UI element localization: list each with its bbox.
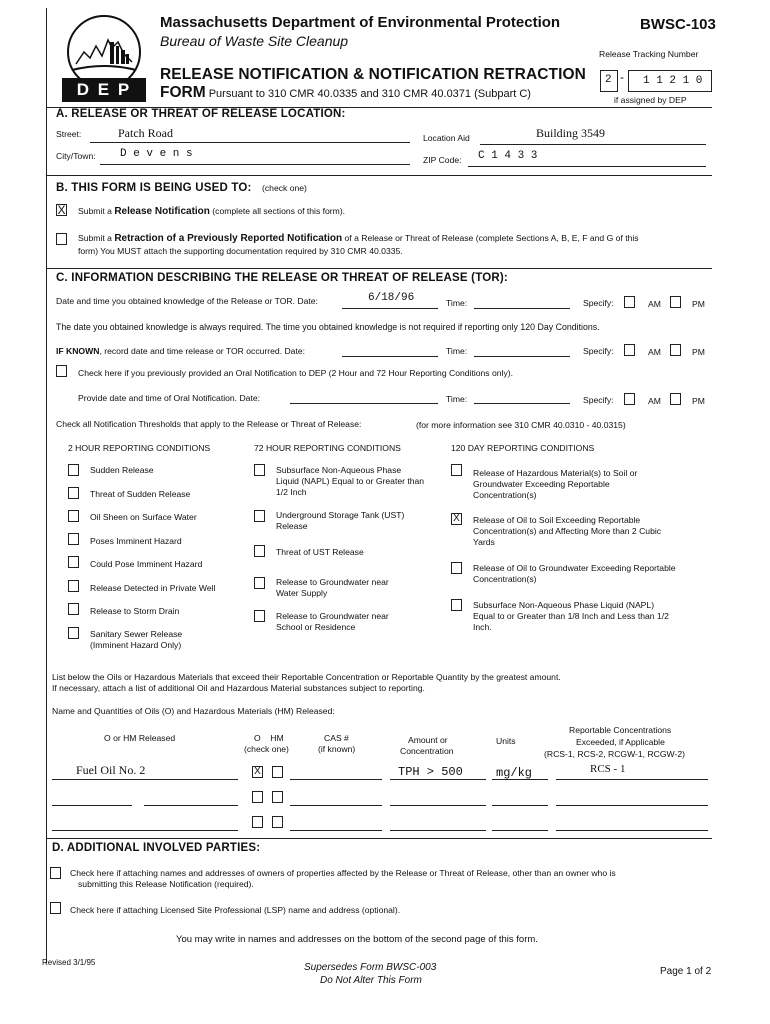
lsp-attach-checkbox[interactable] xyxy=(50,902,61,914)
occurred-date-field[interactable] xyxy=(342,356,438,357)
time-field[interactable] xyxy=(474,308,570,309)
release-notification-option xyxy=(78,206,345,217)
napl-eighth-inch-checkbox[interactable] xyxy=(451,599,462,611)
col3-heading: 120 DAY REPORTING CONDITIONS xyxy=(451,443,595,453)
sudden-release-checkbox[interactable] xyxy=(68,464,79,476)
threshold-label: Release Detected in Private Well xyxy=(90,583,216,593)
bureau-name: Bureau of Waste Site Cleanup xyxy=(160,33,349,49)
time-label: Time: xyxy=(446,394,468,404)
names-label: Name and Quantities of Oils (O) and Hazardous Materials (HM) Released: xyxy=(52,706,335,716)
street-field[interactable] xyxy=(90,142,410,143)
form-subtitle xyxy=(160,84,531,102)
opt2-pre: Submit a xyxy=(78,233,112,243)
city-value: D e v e n s xyxy=(120,148,193,160)
pm-label: PM xyxy=(692,347,705,357)
am-label: AM xyxy=(648,396,661,406)
row1-amount: TPH > 500 xyxy=(398,765,463,779)
hm-checkbox[interactable] xyxy=(272,766,283,778)
am-label: AM xyxy=(648,299,661,309)
tracking-note: if assigned by DEP xyxy=(614,95,687,105)
note-required: The date you obtained knowledge is always required. The time you obtained knowledge is not required if reporting only 120 Day Conditions. xyxy=(56,322,600,332)
hazardous-material-checkbox[interactable] xyxy=(451,464,462,476)
name-field[interactable] xyxy=(52,779,238,780)
o-checkbox[interactable]: X xyxy=(252,766,263,778)
opt1-post: (complete all sections of this form). xyxy=(212,206,346,216)
threshold-label: Sanitary Sewer Release xyxy=(90,629,183,639)
zip-value: C 1 4 3 3 xyxy=(478,150,538,162)
threshold-label: Inch. xyxy=(473,622,492,632)
am-checkbox[interactable] xyxy=(624,296,635,308)
form-subtitle-bold: FORM xyxy=(160,84,206,101)
if-known-bold: IF KNOWN xyxy=(56,346,100,356)
write-in-note: You may write in names and addresses on the bottom of the second page of this form. xyxy=(176,934,538,945)
divider xyxy=(46,175,712,176)
zip-field[interactable] xyxy=(468,166,706,167)
rc-field[interactable] xyxy=(556,830,708,831)
th-ohm-2: (check one) xyxy=(244,744,289,754)
street-value: Patch Road xyxy=(118,126,173,140)
threshold-label: Concentration(s) xyxy=(473,574,537,584)
location-aid-label: Location Aid xyxy=(423,133,470,143)
list-instruction-1: List below the Oils or Hazardous Materials that exceed their Reportable Concentration or Reportable Quantity by the greatest amount. xyxy=(52,672,561,682)
threat-ust-checkbox[interactable] xyxy=(254,545,265,557)
pm-checkbox[interactable] xyxy=(670,344,681,356)
occurred-time-field[interactable] xyxy=(474,356,570,357)
divider xyxy=(46,838,712,839)
o-checkbox[interactable] xyxy=(252,791,263,803)
threshold-label: 1/2 Inch xyxy=(276,487,307,497)
row1-rc: RCS - 1 xyxy=(590,763,626,775)
threshold-label: Release to Groundwater near xyxy=(276,577,389,587)
thresholds-note: (for more information see 310 CMR 40.0310 - 40.0315) xyxy=(416,420,626,430)
pm-checkbox[interactable] xyxy=(670,296,681,308)
th-rc-2: Exceeded, if Applicable xyxy=(576,737,665,747)
opt1-pre: Submit a xyxy=(78,206,112,216)
tracking-dash: - xyxy=(620,70,624,84)
threshold-label: Underground Storage Tank (UST) xyxy=(276,510,405,520)
cas-field[interactable] xyxy=(290,805,382,806)
tracking-number-box[interactable] xyxy=(628,70,712,92)
opt2-post: of a Release or Threat of Release (complete Sections A, B, E, F and G of this xyxy=(344,233,639,243)
if-known-rest: , record date and time release or TOR occurred. Date: xyxy=(99,346,306,356)
ust-release-checkbox[interactable] xyxy=(254,510,265,522)
form-id: BWSC-103 xyxy=(640,16,716,33)
name-field[interactable] xyxy=(52,805,132,806)
o-checkbox[interactable] xyxy=(252,816,263,828)
zip-label: ZIP Code: xyxy=(423,155,462,165)
threshold-label: Release of Hazardous Material(s) to Soil or xyxy=(473,468,638,478)
threshold-label: Release to Storm Drain xyxy=(90,606,180,616)
am-label: AM xyxy=(648,347,661,357)
threshold-label: Subsurface Non-Aqueous Phase Liquid (NAPL) xyxy=(473,600,655,610)
lsp-attach-label: Check here if attaching Licensed Site Professional (LSP) name and address (optional). xyxy=(70,905,401,915)
date-knowledge-label: Date and time you obtained knowledge of the Release or TOR. Date: xyxy=(56,296,318,306)
cas-field[interactable] xyxy=(290,779,382,780)
agency-name: Massachusetts Department of Environmental Protection xyxy=(160,14,561,31)
section-c-heading: C. INFORMATION DESCRIBING THE RELEASE OR THREAT OF RELEASE (TOR): xyxy=(56,272,508,284)
city-label: City/Town: xyxy=(56,151,96,161)
th-ohm: O HM xyxy=(254,733,284,743)
am-checkbox[interactable] xyxy=(624,393,635,405)
threshold-label: Threat of UST Release xyxy=(276,547,364,557)
threshold-label: Equal to or Greater than 1/8 Inch and Less than 1/2 xyxy=(473,611,669,621)
section-a-heading: A. RELEASE OR THREAT OF RELEASE LOCATION: xyxy=(56,108,346,120)
could-pose-hazard-checkbox[interactable] xyxy=(68,556,79,568)
form-subtitle-rest: Pursuant to 310 CMR 40.0335 and 310 CMR 40.0371 (Subpart C) xyxy=(208,88,531,100)
section-d-heading: D. ADDITIONAL INVOLVED PARTIES: xyxy=(52,842,261,854)
threshold-label: Water Supply xyxy=(276,588,328,598)
threshold-label: Liquid (NAPL) Equal to or Greater than xyxy=(276,476,425,486)
tracking-number: 1 1 2 1 0 xyxy=(643,75,703,87)
retraction-option xyxy=(78,233,708,244)
release-notification-checkbox[interactable]: X xyxy=(57,203,66,217)
opt1-bold: Release Notification xyxy=(114,206,210,217)
dep-logo xyxy=(62,12,146,104)
threshold-label: Poses Imminent Hazard xyxy=(90,536,182,546)
school-residence-checkbox[interactable] xyxy=(254,610,265,622)
threshold-label: Sudden Release xyxy=(90,465,154,475)
name-field[interactable] xyxy=(144,805,238,806)
tracking-prefix-box[interactable] xyxy=(600,70,618,92)
threshold-label: (Imminent Hazard Only) xyxy=(90,640,182,650)
th-cas-2: (if known) xyxy=(318,744,356,754)
col2-heading: 72 HOUR REPORTING CONDITIONS xyxy=(254,443,401,453)
threshold-label: Release of Oil to Groundwater Exceeding Reportable xyxy=(473,563,676,573)
amount-field[interactable] xyxy=(390,830,486,831)
th-rc-3: (RCS-1, RCS-2, RCGW-1, RCGW-2) xyxy=(544,749,686,759)
threshold-label: Groundwater Exceeding Reportable xyxy=(473,479,610,489)
oil-to-soil-checkbox[interactable]: X xyxy=(451,513,462,525)
th-units: Units xyxy=(496,736,516,746)
pm-label: PM xyxy=(692,396,705,406)
sanitary-sewer-checkbox[interactable] xyxy=(68,627,79,639)
am-checkbox[interactable] xyxy=(624,344,635,356)
threshold-label: Concentration(s) and Affecting More than 2 Cubic xyxy=(473,526,662,536)
rc-field[interactable] xyxy=(556,805,708,806)
units-field[interactable] xyxy=(492,805,548,806)
hm-checkbox[interactable] xyxy=(272,791,283,803)
owners-attach-label: Check here if attaching names and addresses of owners of properties affected by the Release or Threat of Release, other than an owner who is xyxy=(70,868,616,878)
location-aid-field[interactable] xyxy=(480,144,706,145)
dep-logo-text: D E P xyxy=(76,80,132,99)
pm-label: PM xyxy=(692,299,705,309)
hm-checkbox[interactable] xyxy=(272,816,283,828)
name-field[interactable] xyxy=(52,830,238,831)
location-aid-value: Building 3549 xyxy=(536,126,606,140)
if-known-line xyxy=(56,346,305,356)
oral-date-field[interactable] xyxy=(290,403,438,404)
tracking-label: Release Tracking Number xyxy=(599,49,699,59)
th-cas: CAS # xyxy=(324,733,349,743)
section-b-title: B. THIS FORM IS BEING USED TO: xyxy=(56,182,252,194)
threshold-label: Yards xyxy=(473,537,495,547)
pm-checkbox[interactable] xyxy=(670,393,681,405)
amount-field[interactable] xyxy=(390,805,486,806)
oral-notification-checkbox[interactable] xyxy=(56,365,67,377)
section-b-heading xyxy=(56,178,307,196)
threshold-label: School or Residence xyxy=(276,622,356,632)
time-label: Time: xyxy=(446,298,468,308)
date-knowledge-value: 6/18/96 xyxy=(368,292,415,304)
owners-attach-checkbox[interactable] xyxy=(50,867,61,879)
units-field[interactable] xyxy=(492,830,548,831)
section-b-note: (check one) xyxy=(262,183,307,193)
amount-field[interactable] xyxy=(390,779,486,780)
street-label: Street: xyxy=(56,129,82,139)
oil-to-groundwater-checkbox[interactable] xyxy=(451,562,462,574)
owners-attach-label-2: submitting this Release Notification (required). xyxy=(78,879,254,889)
form-title: RELEASE NOTIFICATION & NOTIFICATION RETRACTION xyxy=(160,66,586,83)
threshold-label: Oil Sheen on Surface Water xyxy=(90,512,197,522)
private-well-checkbox[interactable] xyxy=(68,580,79,592)
col1-heading: 2 HOUR REPORTING CONDITIONS xyxy=(68,443,211,453)
list-instruction-2: If necessary, attach a list of additional Oil and Hazardous Material substances subject to reporting. xyxy=(52,683,425,693)
specify-label: Specify: xyxy=(583,298,614,308)
threshold-label: Release of Oil to Soil Exceeding Reportable xyxy=(473,515,641,525)
oral-notification-label: Check here if you previously provided an Oral Notification to DEP (2 Hour and 72 Hour Reporting Conditions only). xyxy=(78,368,514,378)
th-rc-1: Reportable Concentrations xyxy=(569,725,672,735)
retraction-checkbox[interactable] xyxy=(56,233,67,245)
oral-time-field[interactable] xyxy=(474,403,570,404)
divider xyxy=(46,268,712,269)
th-amount: Amount or xyxy=(408,735,448,745)
date-knowledge-field[interactable] xyxy=(342,308,438,309)
oil-sheen-checkbox[interactable] xyxy=(68,510,79,522)
revised-date: Revised 3/1/95 xyxy=(42,958,96,967)
rc-field[interactable] xyxy=(556,779,708,780)
oral-date-label: Provide date and time of Oral Notification. Date: xyxy=(78,393,260,403)
row1-name: Fuel Oil No. 2 xyxy=(76,763,146,777)
page-number: Page 1 of 2 xyxy=(660,966,712,977)
threshold-label: Could Pose Imminent Hazard xyxy=(90,559,203,569)
imminent-hazard-checkbox[interactable] xyxy=(68,533,79,545)
do-not-alter-note: Do Not Alter This Form xyxy=(320,975,422,986)
row1-units: mg/kg xyxy=(496,766,533,780)
th-name: O or HM Released xyxy=(104,733,176,743)
tracking-prefix: 2 xyxy=(605,74,612,86)
time-label: Time: xyxy=(446,346,468,356)
threshold-label: Release to Groundwater near xyxy=(276,611,389,621)
threshold-label: Subsurface Non-Aqueous Phase xyxy=(276,465,402,475)
threshold-label: Threat of Sudden Release xyxy=(90,489,191,499)
threshold-label: Release xyxy=(276,521,308,531)
threshold-label: Concentration(s) xyxy=(473,490,537,500)
supersedes-note: Supersedes Form BWSC-003 xyxy=(304,962,437,973)
specify-label: Specify: xyxy=(583,395,614,405)
cas-field[interactable] xyxy=(290,830,382,831)
threat-sudden-release-checkbox[interactable] xyxy=(68,487,79,499)
napl-half-inch-checkbox[interactable] xyxy=(254,464,265,476)
retraction-line2: form) You MUST attach the supporting documentation required by 310 CMR 40.0335. xyxy=(78,246,403,256)
th-amount-2: Concentration xyxy=(400,746,454,756)
specify-label: Specify: xyxy=(583,346,614,356)
thresholds-label: Check all Notification Thresholds that apply to the Release or Threat of Release: xyxy=(56,419,362,429)
storm-drain-checkbox[interactable] xyxy=(68,603,79,615)
city-field[interactable] xyxy=(100,164,410,165)
water-supply-checkbox[interactable] xyxy=(254,577,265,589)
opt2-bold: Retraction of a Previously Reported Notification xyxy=(114,233,343,244)
